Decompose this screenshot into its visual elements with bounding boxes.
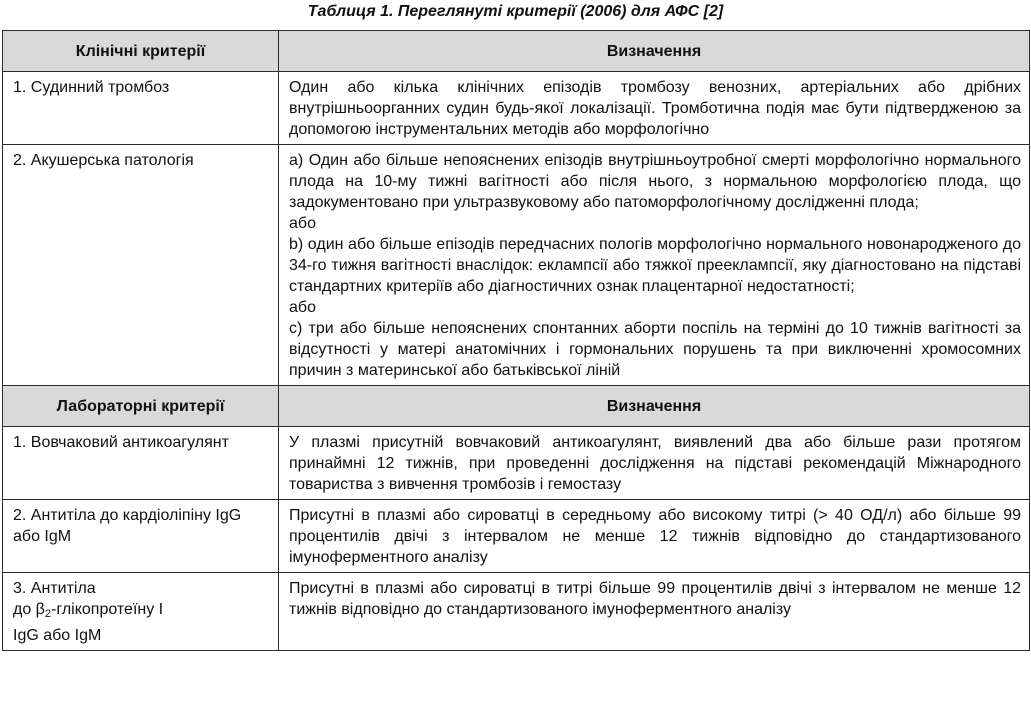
criterion-vascular-thrombosis: 1. Судинний тромбоз [3, 72, 279, 145]
definition-lupus-anticoagulant: У плазмі присутній вовчаковий антикоагулянт, виявлений два або більше рази протягом принаймні 12 тижнів, при проведенні дослідження на підставі рекомендацій Міжнародного товариства з вивчення тромбозів і гемостазу [279, 427, 1030, 500]
definition-vascular-thrombosis: Один або кілька клінічних епізодів тромбозу венозних, артеріальних або дрібних внутрішньоорганних судин будь-якої локалізації. Тромботична подія має бути підтвердженою за допомогою інструментальних методів або морфологічно [279, 72, 1030, 145]
table-row [3, 145, 1030, 386]
criteria-table [2, 30, 1030, 651]
table-row [3, 72, 1030, 145]
clinical-criteria-header: Клінічні критерії [3, 31, 279, 72]
definition-or: або [289, 299, 316, 316]
clinical-definition-header: Визначення [279, 31, 1030, 72]
definition-item-b: b) один або більше епізодів передчасних пологів морфологічно нормального новонародженого до 34-го тижня вагітності внаслідок: еклампсії або тяжкої преeклампсії, яку діагностовано на підставі стандартних критеріїв або діагностичних ознак плацентарної недостатності; [289, 236, 1021, 295]
criterion-anti-beta2-glycoprotein: 3. Антитіла до $\beta_2$-глікопротеїну I IgG або IgM [3, 573, 279, 651]
table-row [3, 573, 1030, 651]
laboratory-criteria-header: Лабораторні критерії [3, 386, 279, 427]
criterion-lupus-anticoagulant: 1. Вовчаковий антикоагулянт [3, 427, 279, 500]
definition-anti-beta2-glycoprotein: Присутні в плазмі або сироватці в титрі більше 99 процентилів двічі з інтервалом не менше 12 тижнів відповідно до стандартизованого імуноферментного аналізу [279, 573, 1030, 651]
criterion-obstetric-pathology: 2. Акушерська патологія [3, 145, 279, 386]
definition-anticardiolipin: Присутні в плазмі або сироватці в середньому або високому титрі (> 40 ОД/л) або більше 99 процентилів двічі з інтервалом не менше 12 тижнів відповідно до стандартизованого імуноферментного аналізу [279, 500, 1030, 573]
laboratory-definition-header: Визначення [279, 386, 1030, 427]
definition-item-c: c) три або більше непояснених спонтанних аборти поспіль на терміні до 10 тижнів вагітності за відсутності у матері анатомічних і гормональних порушень та при виключенні хромосомних причин з материнської або батьківської ліній [289, 320, 1021, 379]
definition-obstetric-pathology [279, 145, 1030, 386]
table-row [3, 500, 1030, 573]
laboratory-header-row [3, 386, 1030, 427]
table-row [3, 427, 1030, 500]
criterion-anticardiolipin: 2. Антитіла до кардіоліпіну IgG або IgM [3, 500, 279, 573]
definition-item-a: a) Один або більше непояснених епізодів внутрішньоутробної смерті морфологічно нормального плода на 10-му тижні вагітності або після нього, з нормальною морфологією плода, що задокументовано при ультразвуковому або патоморфологічному дослідженні плода; [289, 152, 1021, 211]
clinical-header-row [3, 31, 1030, 72]
definition-or: або [289, 215, 316, 232]
table-caption: Таблиця 1. Переглянуті критерії (2006) для АФС [2] [307, 3, 724, 20]
